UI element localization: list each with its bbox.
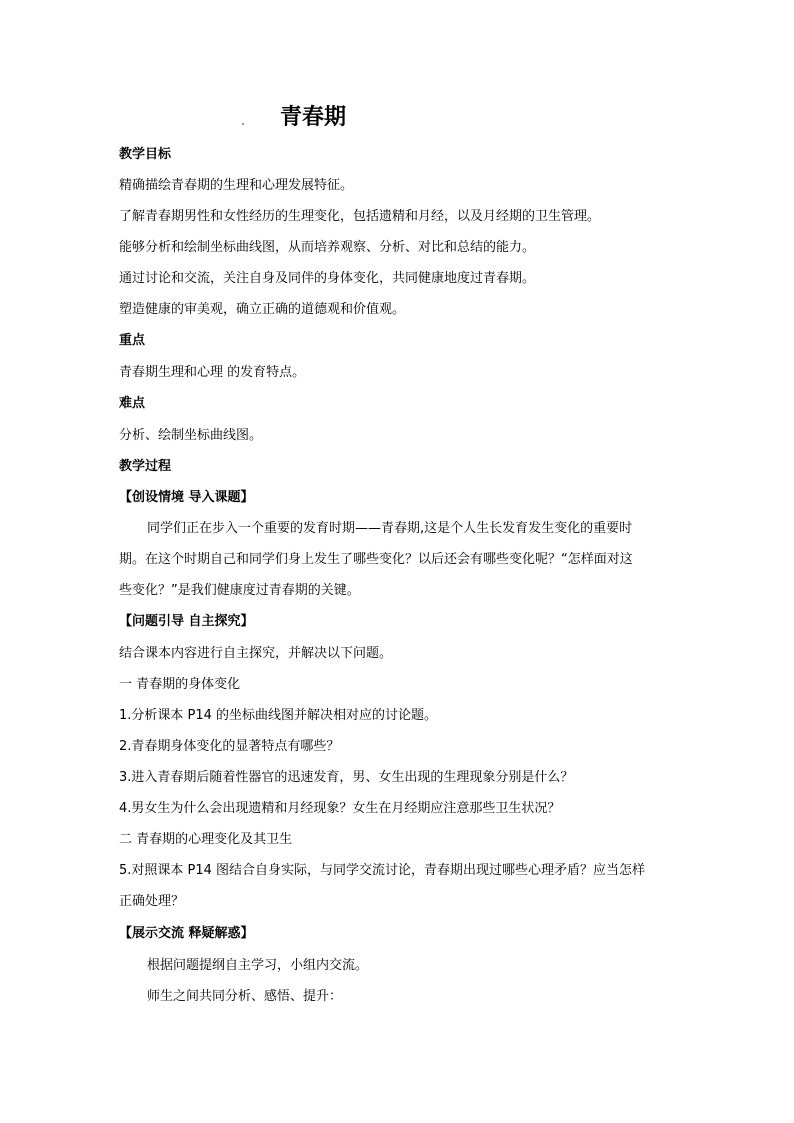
section-heading-key-points: 重点 bbox=[119, 333, 146, 348]
inquiry-instruction: 结合课本内容进行自主探究，并解决以下问题。 bbox=[119, 646, 393, 661]
question-3: 3.进入青春期后随着性器官的迅速发育，男、女生出现的生理现象分别是什么？ bbox=[119, 770, 574, 785]
objective-5: 塑造健康的审美观，确立正确的道德观和价值观。 bbox=[119, 302, 406, 317]
intro-paragraph-line-1: 同学们正在步入一个重要的发育时期——青春期,这是个人生长发育发生变化的重要时 bbox=[147, 521, 633, 536]
question-4: 4.男女生为什么会出现遗精和月经现象？女生在月经期应注意那些卫生状况？ bbox=[119, 801, 561, 816]
section-heading-objectives: 教学目标 bbox=[119, 147, 172, 162]
key-point-text: 青春期生理和心理 的发育特点。 bbox=[119, 365, 306, 380]
objective-3: 能够分析和绘制坐标曲线图，从而培养观察、分析、对比和总结的能力。 bbox=[119, 240, 536, 255]
exchange-line-2: 师生之间共同分析、感悟、提升： bbox=[147, 989, 343, 1004]
section-heading-process: 教学过程 bbox=[119, 459, 172, 474]
question-2: 2.青春期身体变化的显著特点有哪些？ bbox=[119, 739, 340, 754]
page-title: 青春期 bbox=[280, 104, 347, 130]
question-5-line-1: 5.对照课本 P14 图结合自身实际，与同学交流讨论，青春期出现过哪些心理矛盾？应当怎样 bbox=[119, 863, 646, 878]
objective-2: 了解青春期男性和女性经历的生理变化，包括遗精和月经，以及月经期的卫生管理。 bbox=[119, 209, 601, 224]
question-5-line-2: 正确处理？ bbox=[119, 894, 185, 909]
subheading-intro: 【创设情境 导入课题】 bbox=[119, 490, 254, 505]
part-one-heading: 一 青春期的身体变化 bbox=[119, 677, 241, 692]
exchange-line-1: 根据问题提纲自主学习，小组内交流。 bbox=[147, 958, 369, 973]
subheading-inquiry: 【问题引导 自主探究】 bbox=[119, 614, 254, 629]
part-two-heading: 二 青春期的心理变化及其卫生 bbox=[119, 832, 293, 847]
intro-paragraph-line-3: 些变化？”是我们健康度过青春期的关键。 bbox=[119, 583, 360, 598]
subheading-exchange: 【展示交流 释疑解惑】 bbox=[119, 926, 254, 941]
intro-paragraph-line-2: 期。在这个时期自己和同学们身上发生了哪些变化？以后还会有哪些变化呢？“怎样面对这 bbox=[119, 552, 633, 567]
difficulty-text: 分析、绘制坐标曲线图。 bbox=[119, 428, 263, 443]
section-heading-difficulties: 难点 bbox=[119, 396, 146, 411]
objective-1: 精确描绘青春期的生理和心理发展特征。 bbox=[119, 178, 354, 193]
question-1: 1.分析课本 P14 的坐标曲线图并解决相对应的讨论题。 bbox=[119, 708, 438, 723]
decorative-dot bbox=[242, 123, 244, 125]
objective-4: 通过讨论和交流，关注自身及同伴的身体变化，共同健康地度过青春期。 bbox=[119, 271, 536, 286]
